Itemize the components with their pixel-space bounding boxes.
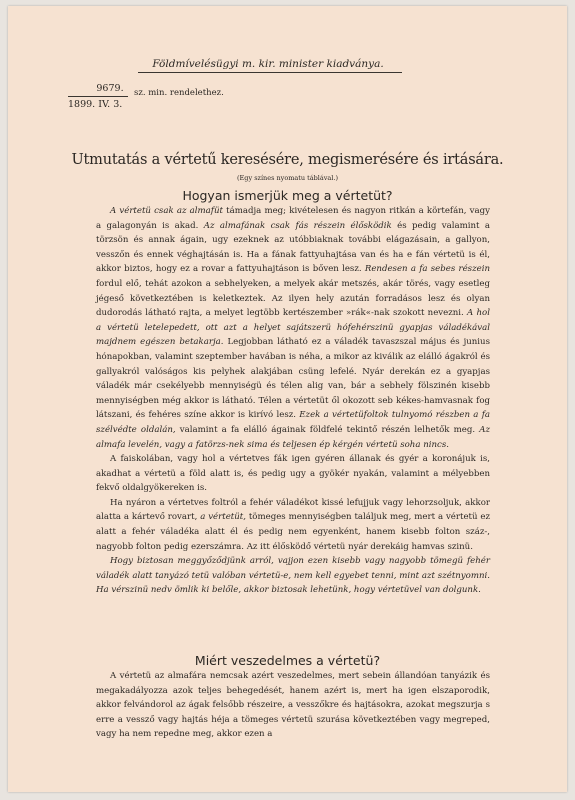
decree-date: 1899. IV. 3. [68, 99, 123, 110]
section-body-2 [96, 669, 490, 742]
section-heading-2: Miért veszedelmes a vértetü? [194, 653, 381, 668]
decree-rule [68, 96, 128, 97]
paragraph [96, 204, 490, 452]
text-run: tömeges mennyiségben találjuk meg, mert a vértetü ez alatt a fehér váladéka alatt él és pedig nem egyenként, hanem kisebb folton száz-, nagyobb folton pedig ezerszámra. Az itt élősködő vértetü nyár derekáig hamvas szinü. [96, 512, 491, 552]
document-title: Utmutatás a vértetű keresésére, megismerésére és irtására. [71, 152, 504, 168]
emphasis-text: Ezek a vértetüfoltok tulnyomó részben a fa szélvédte oldalán, [96, 410, 491, 435]
emphasis-text: Rendesen a fa sebes részein [364, 264, 490, 275]
emphasis-text: A hol a vértetü letelepedett, ott azt a helyet sajátszerü hófehérszinü gyapjas váladékával majdnem egészen betakarja. [96, 308, 490, 348]
text-run: A vértetü az almafára nemcsak azért veszedelmes, mert sebein állandóan tanyázik és megakadályozza azok teljes behegedését, hanem azért is, mert ha igen elszaporodik, akkor felvándorol az ágak felsőbb részeire, a vesszőkre és hajtásokra, azokat megszurja s erre a vessző vagy hajtás héja a tömeges vértetü szurása következtében vagy megreped, vagy ha nem repedne meg, akkor ezen a [96, 671, 490, 740]
emphasis-text: A vértetü csak az almafüt [110, 206, 223, 216]
header-rule [138, 72, 402, 73]
text-run: támadja meg; kivételesen és nagyon ritkán a körtefán, vagy a galagonyán is akad. [96, 206, 490, 231]
paragraph [96, 452, 490, 496]
emphasis-text: Hogy biztosan meggyőződjünk arról, vajjon ezen kisebb vagy nagyobb tömegü fehér váladék alatt tanyázó tetü valóban vértetü-e, nem kell egyebet tenni, mint azt szétnyomni. Ha vérszinü nedv ömlik ki belőle, akkor biztosak lehetünk, hogy vértetüvel van dolgunk. [96, 556, 490, 596]
paragraph [96, 496, 490, 554]
text-run: A faiskolában, vagy hol a vértetves fák igen gyéren állanak és gyér a koronájuk is, akadhat a vértetü a föld alatt is, és pedig ugy a gyökér nyakán, valamint a mélyebben fekvő oldalgyökereken is. [96, 454, 490, 494]
text-run: valamint a fa elálló ágainak földfelé tekintő részén lelhetők meg. [175, 424, 480, 435]
section-heading-1: Hogyan ismerjük meg a vértetüt? [182, 188, 393, 203]
text-run: Legjobban látható ez a váladék tavaszszal május és junius hónapokban, valamint szeptember havában is néha, a mikor az kiválik az elálló ágakról és gallyakról valóságos kis pelyhek alakjában csüng lefelé. Nyár derekán ez a gyapjas váladék már csekélyebb mennyiségü és télen alig van, bár a sebhely fölszinén kisebb mennyiségben még akkor is látható. Télen a vértetüt ől okozott seb kékes-hamvasnak fog látszani, és fehéres színe akkor is kirívó lesz. [96, 337, 490, 421]
section-body-1 [96, 204, 490, 598]
text-run: Ha nyáron a vértetves foltról a fehér váladékot kissé lefujjuk vagy lehorzsoljuk, akkor alatta a kártevő rovart, [96, 497, 490, 523]
emphasis-text: Az almafa levelén, vagy a fatörzs-nek sima és teljesen ép kérgén vértetü soha nincs. [96, 424, 490, 450]
emphasis-text: Az almafának csak fás részein élősködik [203, 220, 392, 231]
decree-number: 9679. [96, 83, 124, 94]
paragraph [96, 669, 490, 742]
decree-block [68, 83, 130, 110]
text-run: és pedig valamint a törzsön és annak ágain, ugy ezeknek az utóbbiaknak további elágazásain, a gallyon, vesszőn és ennek véghajtásán is. Ha a fának fattyuhajtása van és ha e fán vértetü is él, akkor biztos, hogy ez a rovar a fattyuhajtáson is bőven lesz. [96, 220, 491, 275]
decree-reference: sz. min. rendelethez. [134, 88, 224, 98]
text-run: fordul elő, tehát azokon a sebhelyeken, a melyek akár metszés, akár törés, vagy esetleg jégeső következtében is keletkeztek. Az ilyen hely azután forradásos lesz és olyan dudorodás látható rajta, a melyet legtöbb kertészember »rák«-nak szokott nevezni. [96, 278, 490, 319]
publisher-line: Földmívelésügyi m. kir. minister kiadványa. [152, 58, 384, 70]
document-subtitle: (Egy színes nyomatu táblával.) [237, 174, 338, 182]
emphasis-text: a vértetüt, [200, 512, 246, 523]
paragraph [96, 554, 490, 598]
document-page [8, 6, 567, 792]
